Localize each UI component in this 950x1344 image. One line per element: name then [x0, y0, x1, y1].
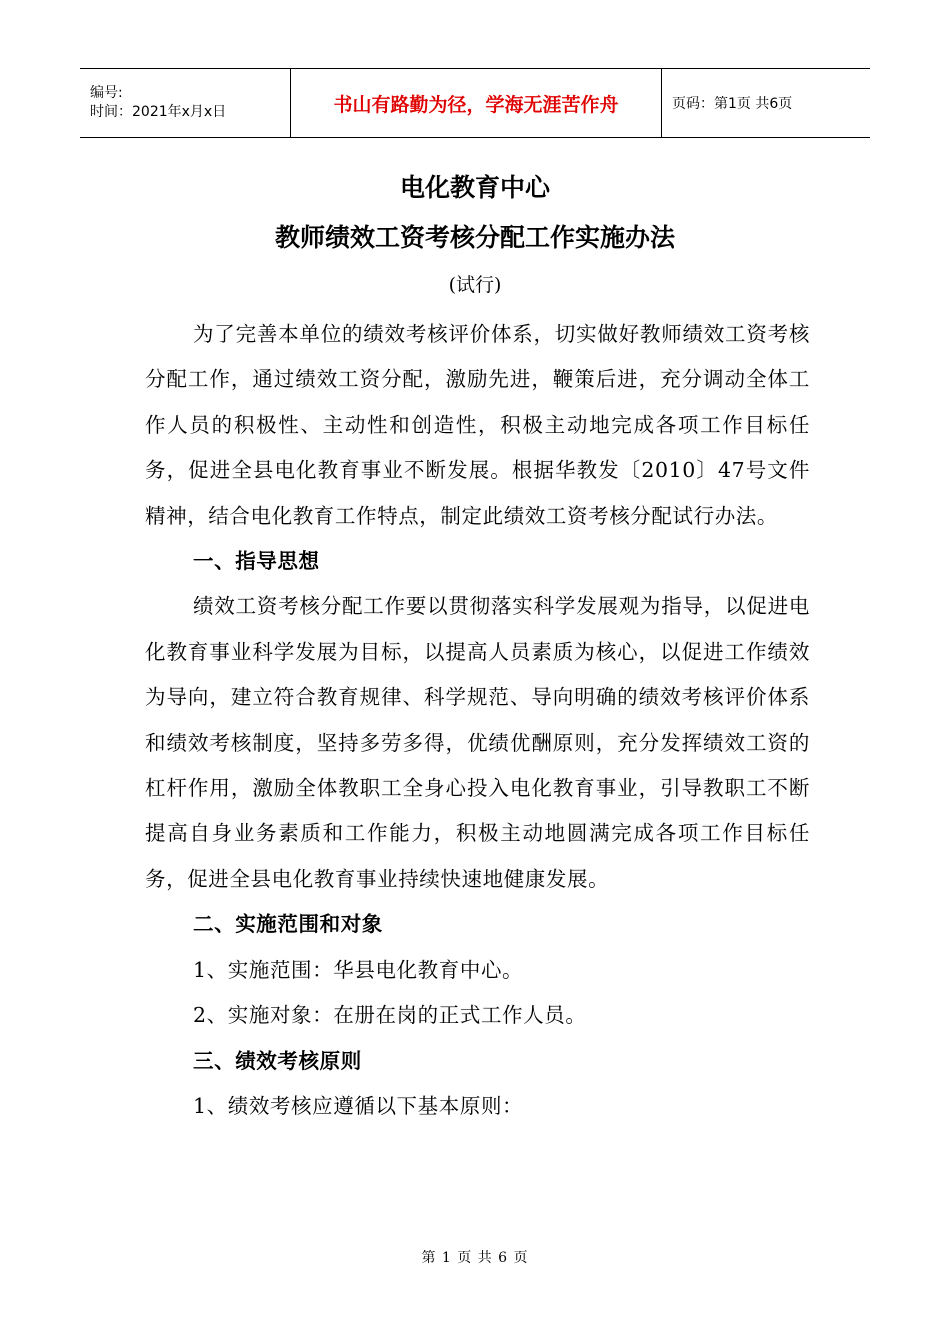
- list-item: 1、实施范围：华县电化教育中心。: [193, 957, 524, 982]
- section-heading: 二、实施范围和对象: [193, 912, 383, 937]
- intro-paragraph: 为了完善本单位的绩效考核评价体系，切实做好教师绩效工资考核分配工作，通过绩效工资分配，激励先进，鞭策后进，充分调动全体工作人员的积极性、主动性和创造性，积极主动地完成各项工作目标任务，促进全县电化教育事业不断发展。根据华教发〔2010〕47号文件精神，结合电化教育工作特点，制定此绩效工资考核分配试行办法。: [145, 322, 810, 528]
- section-heading: 三、绩效考核原则: [193, 1048, 362, 1073]
- document-header: [80, 68, 870, 138]
- time-label: 时间：2021年x月x日: [90, 104, 227, 120]
- header-page-code: [662, 69, 870, 137]
- header-meta: [80, 69, 290, 137]
- section-heading: 一、指导思想: [193, 549, 320, 574]
- document-title-org: 电化教育中心: [399, 173, 550, 202]
- list-item: 2、实施对象：在册在岗的正式工作人员。: [193, 1003, 587, 1028]
- page-footer: 第 1 页 共 6 页: [421, 1250, 529, 1266]
- number-label: 编号:: [90, 85, 123, 101]
- motto-text: 书山有路勤为径，学海无涯苦作舟: [333, 93, 619, 116]
- section-paragraph: 绩效工资考核分配工作要以贯彻落实科学发展观为指导，以促进电化教育事业科学发展为目标，以提高人员素质为核心，以促进工作绩效为导向，建立符合教育规律、科学规范、导向明确的绩效考核评价体系和绩效考核制度，坚持多劳多得，优绩优酬原则，充分发挥绩效工资的杠杆作用，激励全体教职工全身心投入电化教育事业，引导教职工不断提高自身业务素质和工作能力，积极主动地圆满完成各项工作目标任务，促进全县电化教育事业持续快速地健康发展。: [145, 594, 810, 891]
- document-title-note: (试行): [448, 274, 502, 296]
- document-title-main: 教师绩效工资考核分配工作实施办法: [274, 223, 675, 252]
- header-motto: [290, 69, 662, 137]
- document-body: [145, 312, 810, 1129]
- list-item: 1、绩效考核应遵循以下基本原则：: [193, 1093, 524, 1118]
- page-code-text: 页码：第1页 共6页: [672, 96, 793, 112]
